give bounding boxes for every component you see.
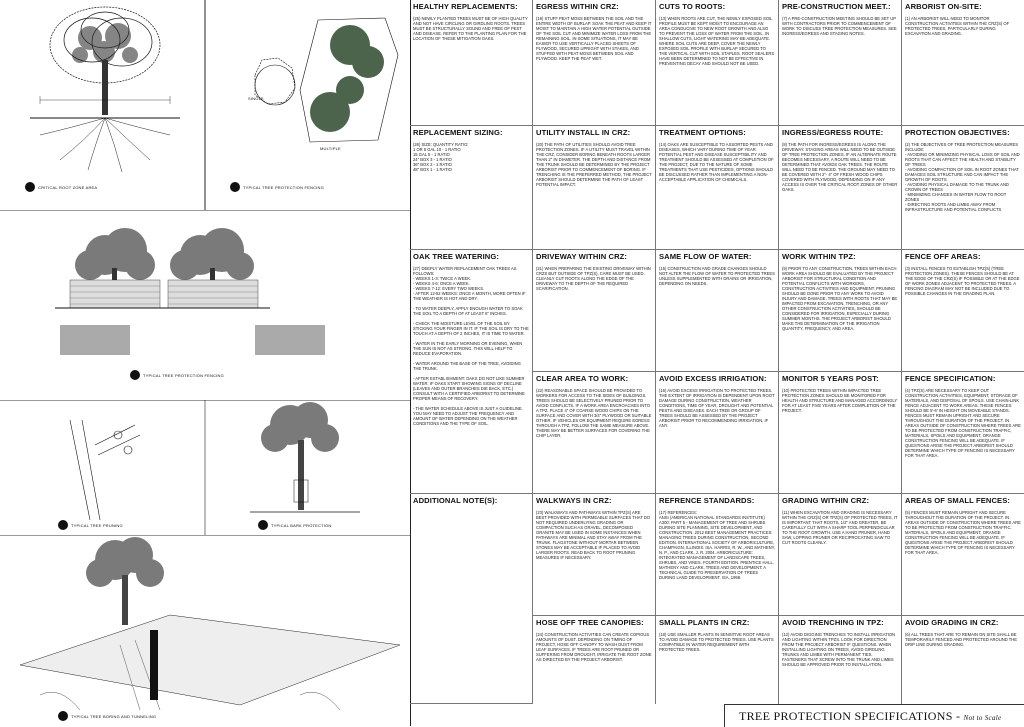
spec-title: SMALL PLANTS IN CRZ: [659, 618, 750, 627]
spec-text: (4) TPZ(S) ARE NECESSARY TO KEEP OUT CONSTRUCTION ACTIVITIES, EQUIPMENT, STORAGE OF MATERIALS, AND DISPOSAL OF SPOILS. USE CHAIN-LINK FENCE ADJACENT TO WORK AREAS. THESE FENCES SHOULD BE 5'-6' IN HEIGHT ON MOVEABLE STANDS. FENCES MUST REMAIN UPRIGHT AND SECURE THROUGHOUT THE DURATION OF THE PROJECT. IN AREAS OUTSIDE OF CONSTRUCTION WHERE TREES ARE TO BE PROTECTED FROM CONSTRUCTION TRAFFIC, MATERIALS, SPOILS AND EQUIPMENT, ORANGE CONSTRUCTION FENCING WILL BE ADEQUATE. IF QUESTIONS ARISE THE PROJECT ARBORIST SHOULD DETERMINE WHICH TYPE OF FENCING IS NECESSARY FOR THAT AREA. [905, 388, 1021, 458]
spec-arborist-on-site [902, 0, 1024, 126]
spec-ingress-egress-route [779, 126, 902, 250]
title-separator: - [952, 709, 964, 723]
spec-driveway-within-crz [533, 250, 656, 372]
spec-title: WORK WITHIN TPZ: [782, 252, 856, 261]
spec-title: REPLACEMENT SIZING: [413, 128, 503, 137]
spec-text: (8) THE PATH FOR INGRESS/EGRESS IS ALONG THE DRIVEWAY. STAGING AREAS WILL NEED TO BE OUTSIDE OF TREE PROTECTION ZONES. IF AN ALTERNATE ROUTE BECOMES NECESSARY, A ROUTE WILL NEED TO BE DETERMINED THAT AVOIDS OAK TREES. THE ROUTE WILL NEED TO BE FENCED. THE GROUND MAY NEED TO BE COVERED WITH 2"- 4" OF FRESH WOOD CHIPS COVERED WITH PLYWOOD, DEPENDING ON IF ANY ACCESS IS OVER THE CRITICAL ROOT ZONES OF OTHER OAKS. [782, 142, 898, 192]
spec-healthy-replacements [410, 0, 533, 126]
spec-title: ADDITIONAL NOTE(S): [413, 496, 498, 505]
spec-walkways-in-crz [533, 494, 656, 616]
detail-title: TYPICAL TREE PRUNING [71, 523, 123, 528]
spec-title: OAK TREE WATERING: [413, 252, 500, 261]
spec-monitor-5-years [779, 372, 902, 494]
detail-number-badge [258, 520, 268, 530]
detail-drawings-column [0, 0, 411, 726]
spec-work-within-tpz [779, 250, 902, 372]
scale-note: Not to Scale [963, 714, 1002, 722]
spec-title: SAME FLOW OF WATER: [659, 252, 752, 261]
spec-text: (18) USE SMALLER PLANTS IN SENSITIVE ROOT AREAS TO AVOID DAMAGE TO PROTECTED TREES. USE PLANTS COMPATIBLE IN WATER REQUIREMENT WITH PROTECTED TREES. [659, 632, 774, 652]
label-single: SINGLE [248, 96, 264, 101]
spec-title: MONITOR 5 YEARS POST: [782, 374, 879, 383]
detail-protection-fencing [0, 210, 410, 401]
detail-number-badge [130, 370, 140, 380]
spec-treatment-options [656, 126, 779, 250]
spec-avoid-excess-irrigation [656, 372, 779, 494]
detail-number-badge [58, 520, 68, 530]
detail-title: TYPICAL TREE PROTECTION FENCING [243, 185, 324, 190]
spec-title: CUTS TO ROOTS: [659, 2, 726, 11]
spec-text: (24) CONSTRUCTION ACTIVITIES CAN CREATE COPIOUS AMOUNTS OF DUST. DEPENDING ON TIMING OF PROJECT, HOSE OFF CANOPY TO WASH DUST FROM LEAF SURFACES. IF TREES ARE ROOT PRUNED OR SUFFERING FROM DROUGHT, IRRIGATE THE ROOT ZONE AS DIRECTED BY THE PROJECT ARBORIST. [536, 632, 652, 662]
spec-title: WALKWAYS IN CRZ: [536, 496, 612, 505]
spec-text: (2) THE OBJECTIVES OF TREE PROTECTION MEASURES INCLUDE: - AVOIDING OR MINIMIZING PHYSICAL LOSS OF SOIL AND ROOTS THAT CAN AFFECT THE HEALTH AND STABILITY OF TREES - AVOIDING COMPACTION OF SOIL IN ROOT ZONES THAT DAMAGES SOIL STRUCTURE AND CAN IMPACT THE GROWTH OF ROOTS - AVOIDING PHYSICAL DAMAGE TO THE TRUNK AND CROWN OF TREES - MINIMIZING CHANGES IN WATER FLOW TO ROOT ZONES - DIRECTING ROOTS AND LIMBS AWAY FROM INFRASTRUCTURE AND POTENTIAL CONFLICTS [905, 142, 1020, 212]
sheet-title-text: TREE PROTECTION SPECIFICATIONS [739, 709, 953, 723]
spec-oak-tree-watering [410, 250, 533, 494]
spec-protection-objectives [902, 126, 1024, 250]
spec-text: (3) INSTALL FENCES TO ESTABLISH TPZ(S) (TREE PROTECTION ZONES). THESE FENCES SHOULD BE AT THE EDGE OF THE CRZ(S) IF POSSIBLE OR AT THE EDGE OF WORK ZONES ADJACENT TO PROTECTED TREES. A FENCING DIAGRAM MAY NOT BE INCLUDED DUE TO POSSIBLE CHANGES IN THE GRADING PLAN. [905, 266, 1020, 296]
title-block [724, 704, 1024, 727]
critical-root-zone-drawing [0, 0, 410, 210]
spec-title: AVOID EXCESS IRRIGATION: [659, 374, 767, 383]
spec-text: (9) PRIOR TO ANY CONSTRUCTION, TREES WITHIN EACH WORK AREA SHOULD BE EVALUATED BY THE PROJECT ARBORIST FOR STRUCTURAL CONDITION AND POTENTIAL CONFLICTS WITH WORKERS, CONSTRUCTION ACTIVITIES AND EQUIPMENT. PRUNING SHOULD BE DONE PRIOR TO ANY WORK TO AVOID INJURY AND DAMAGE. TREES WITH ROOTS THAT MAY BE IMPACTED FROM EXCAVATION, TRENCHING, OR ANY OTHER CONSTRUCTION ACTIVITIES, SHOULD BE CONSIDERED FOR IRRIGATION, ESPECIALLY DURING SUMMER MONTHS. THE PROJECT ARBORIST SHOULD MAKE THE DETERMINATION OF THE IRRIGATION QUANTITY, FREQUENCY, AND AREA. [782, 266, 898, 331]
spec-text: (19) STUFF PEAT MOSS BETWEEN THE SOIL AND THE ENTIRE WIDTH OF BURLAP. SOAK THE PEAT AND KEEP IT MOIST TO MAINTAIN A HIGH WATER POTENTIAL OUTSIDE OF THE SOIL CUT AND MINIMIZE WATER LOSS FROM THE REMAINING SOIL. IN SOME SITUATIONS, IT MAY BE EASIER TO USE VERTICALLY PLACED SHEETS OF PLYWOOD, SECURED UPRIGHT WITH STAKES, AND STUFFED WITH PEAT MOSS BETWEEN SOIL AND PLYWOOD. KEEP THE PEAT WET. [536, 16, 652, 61]
spec-replacement-sizing [410, 126, 533, 250]
spec-reference-standards [656, 494, 779, 616]
spec-title: AREAS OF SMALL FENCES: [905, 496, 1011, 505]
spec-clear-area-to-work [533, 372, 656, 494]
spec-title: UTILITY INSTALL IN CRZ: [536, 128, 631, 137]
spec-title: INGRESS/EGRESS ROUTE: [782, 128, 884, 137]
spec-cuts-to-roots [656, 0, 779, 126]
spec-avoid-grading-in-crz [902, 616, 1024, 704]
detail-title: TYPICAL BARK PROTECTION [271, 523, 332, 528]
spec-text: (5) FENCES MUST REMAIN UPRIGHT AND SECURE THROUGHOUT THE DURATION OF THE PROJECT. IN AREAS OUTSIDE OF CONSTRUCTION WHERE TREES ARE TO BE PROTECTED FROM CONSTRUCTION TRAFFIC, MATERIALS, SPOILS AND EQUIPMENT, ORANGE CONSTRUCTION FENCING WILL BE ADEQUATE. IF QUESTIONS ARISE THE PROJECT ARBORIST SHOULD DETERMINE WHICH TYPE OF FENCING IS NECESSARY FOR THAT AREA. [905, 510, 1021, 555]
spec-additional-notes [410, 494, 533, 704]
spec-text: (7) A PRE-CONSTRUCTION MEETING SHOULD BE SET UP WITH CONTRACTORS PRIOR TO COMMENCEMENT OF WORK TO DISCUSS TREE PROTECTION MEASURES. SEE INGRESS/EGRESS AND STAGING NOTES. [782, 16, 897, 36]
spec-hose-off-tree-canopies [533, 616, 656, 704]
spec-title: AVOID GRADING IN CRZ: [905, 618, 999, 627]
spec-same-flow-of-water [656, 250, 779, 372]
spec-text: (13) WHEN ROOTS ARE CUT, THE NEWLY EXPOSED SOIL PROFILE MUST BE KEPT MOIST TO ENCOURAGE AN AREA CONDUCIVE TO NEW ROOT GROWTH AND ALSO TO PREVENT THE LOSS OF WATER FROM THE SOIL. IN SHALLOW CUTS, LIGHT WATERING MAY BE ADEQUATE. WHERE SOIL CUTS ARE DEEP, COVER THE NEWLY EXPOSED SOIL PROFILE WITH BURLAP SECURED TO THE VERTICAL CUT WITH SOIL STAPLES. ROOT SEALERS HAVE BEEN DETERMINED TO NOT BE EFFECTIVE IN PREVENTING DECAY AND SHOULD NOT BE USED. [659, 16, 775, 66]
spec-title: DRIVEWAY WITHIN CRZ: [536, 252, 628, 261]
spec-text: (21) WHEN PREPARING THE EXISTING DRIVEWAY WITHIN CRZS BUT OUTSIDE OF TPZ(S), CARE MUST BE USED. CLEANLY CUT ROOTS ALONG THE EDGE OF THE DRIVEWAY TO THE DEPTH OF THE REQUIRED SCARIFICATION. [536, 266, 651, 291]
spec-grading-within-crz [779, 494, 902, 616]
detail-boring-tunneling [0, 535, 410, 726]
detail-number-badge [25, 182, 35, 192]
spec-title: HEALTHY REPLACEMENTS: [413, 2, 518, 11]
spec-text: (15) CONSTRUCTION AND GRADE CHANGES SHOULD NOT ALTER THE FLOW OF WATER TO PROTECTED TREES UNLESS SUPPLEMENTED WITH DRAINS OR IRRIGATION, DEPENDING ON NEEDS. [659, 266, 775, 286]
spec-text: (26) SIZE: QUANTITY RATIO: 1 OR 5 GAL 10 - 1 RATIO 15 GAL 5 - 1 RATIO 24" BOX 3 - 1 RATIO 36" BOX 2 - 1 RATIO 48" BOX 1 - 1 RATIO [413, 142, 469, 172]
spec-title: GRADING WITHIN CRZ: [782, 496, 870, 505]
spec-utility-install [533, 126, 656, 250]
fencing-note-placeholder [60, 328, 130, 358]
spec-text: (12) AVOID DIGGING TRENCHES TO INSTALL IRRIGATION AND LIGHTING WITHIN TPZS. LOOK FOR DIRECTION FROM THE PROJECT ARBORIST IF QUESTIONS. WHEN INSTALLING LIGHTING ON TREES, AVOID GIRDLING TRUNKS AND LIMBS WITH PERMANENT TIES. FASTENERS THAT SCREW INTO THE TRUNK AND LIMBS SHOULD BE APPROVED PRIOR TO INSTALLATION. [782, 632, 896, 667]
spec-text: (1) AN ARBORIST WILL NEED TO MONITOR CONSTRUCTION ACTIVITIES WITHIN THE CRZ(S) OF PROTECTED TREES, PARTICULARLY DURING EXCAVATION AND GRADING. [905, 16, 1010, 36]
spec-text: (16) AVOID EXCESS IRRIGATION TO PROTECTED TREES. THE EXTENT OF IRRIGATION IS DEPENDENT UPON ROOT DAMAGE DURING CONSTRUCTION, WEATHER CONDITIONS, TIME OF YEAR, DROUGHT AND POTENTIAL PESTS AND DISEASES. EACH TREE OR GROUP OF TREES SHOULD BE ASSESSED BY THE PROJECT ARBORIST PRIOR TO RECOMMENDING IRRIGATION, IF ANY. [659, 388, 775, 428]
spec-text: (25) NEWLY PLANTED TREES MUST BE OF HIGH QUALITY AND NOT HAVE CIRCLING OR GIRDLING ROOTS. TREES MUST BE STRUCTURALLY SOUND AND FREE OF PEST AND DISEASE. REFER TO THE PLANTING PLAN FOR THE LOCATION OF THESE MITIGATION OAKS. [413, 16, 528, 41]
spec-text: (14) OAKS ARE SUSCEPTIBLE TO ASSORTED PESTS AND DISEASES, WHICH VARY DURING TIME OF YEAR. POTENTIAL PEST AND DISEASE SUSCEPTIBILITY AND TREATMENT SHOULD BE ASSESSED AT COMPLETION OF THE PROJECT, DUE TO THE NATURE OF SOME TREATMENTS THAT USE PESTICIDES, OPTIONS SHOULD BE DISCUSSED RATHER THAN IMPLEMENTING A NON- ACCEPTABLE APPLICATION OF CHEMICALS. [659, 142, 774, 182]
detail-critical-root-zone [0, 0, 410, 211]
spec-title: AVOID TRENCHING IN TPZ: [782, 618, 884, 627]
spec-fence-specification [902, 372, 1024, 494]
spec-pre-construction-meeting [779, 0, 902, 126]
spec-title: FENCE OFF AREAS: [905, 252, 981, 261]
spec-areas-of-small-fences [902, 494, 1024, 616]
detail-number-badge [230, 182, 240, 192]
spec-title: PRE-CONSTRUCTION MEET.: [782, 2, 891, 11]
spec-small-plants-in-crz [656, 616, 779, 704]
label-multiple: MULTIPLE [320, 146, 341, 151]
spec-title: ARBORIST ON-SITE: [905, 2, 982, 11]
detail-number-badge [58, 711, 68, 721]
spec-text: (27) DEEPLY WATER REPLACEMENT OAK TREES AS FOLLOWS: - WEEKS 1-3: TWICE A WEEK. - WEEKS 4-6: ONCE A WEEK. - WEEKS 7-12: EVERY TWO WEEKS. - AFTER 12-52 WEEKS: ONCE A MONTH, MORE OFTEN IF THE WEATHER IS HOT AND DRY. - TO WATER DEEPLY, APPLY ENOUGH WATER TO SOAK THE SOIL TO A DEPTH OF AT LEAST 6" INCHES. - CHECK THE MOISTURE LEVEL OF THE SOIL BY STICKING YOUR FINGER IN IT. IF THE SOIL IS DRY TO THE TOUCH AT A DEPTH OF 2 INCHES, IT IS TIME TO WATER. - WATER IN THE EARLY MORNING OR EVENING, WHEN THE SUN IS NOT AS STRONG. THIS WILL HELP TO REDUCE EVAPORATION. - WATER AROUND THE BASE OF THE TREE, AVOIDING THE TRUNK. - AFTER ESTABLISHMENT: OAKS DO NOT LIKE SUMMER WATER. IF OAKS START SHOWING SIGNS OF DECLINE (LEAVES AND OUTER BRANCHES DIE BACK, ETC.) CONSULT WITH A CERTIFIED ARBORIST TO DETERMINE PROPER MEANS OF RECOVERY. - THE WATER SCHEDULE ABOVE IS JUST A GUIDELINE. YOU MAY NEED TO ADJUST THE FREQUENCY AND AMOUNT OF WATER DEPENDING ON THE WEATHER CONDITIONS AND THE TYPE OF SOIL. [413, 266, 529, 426]
spec-title: FENCE SPECIFICATION: [905, 374, 996, 383]
spec-title: TREATMENT OPTIONS: [659, 128, 746, 137]
spec-text: (11) WHEN EXCAVATION AND GRADING IS NECESSARY WITHIN THE CRZ(S) OR TPZ(S) OF PROTECTED TREES, IT IS IMPORTANT THAT ROOTS, 1/2" AND GREATER, BE CAREFULLY CUT WITH A SHARP TOOL PERPENDICULAR TO THE ROOT GROWTH. USE A HAND PRUNER, HAND SAW, LOPPING PRUNER OR RECIPROCATING SAW TO CUT ROOTS CLEANLY. [782, 510, 898, 545]
spec-text: (17) REFERENCES: ANSI (AMERICAN NATIONAL STANDARDS INSTITUTE) A300: PART 5 - MANAGEMENT OF TREE AND SHRUBS DURING SITE PLANNING, SITE DEVELOPMENT, AND CONSTRUCTION. 2012 BEST MANAGEMENT PRACTICES: MANAGING TREES DURING CONSTRUCTION, SECOND EDITION. INTERNATIONAL SOCIETY OF ARBORICULTURE, CHAMPAIGN, ILLINOIS. ISA. HARRIS, R. W., AND MATHENY, N. P., AND CLARK, J. R. 2004. ARBORICULTURE: INTEGRATED MANAGEMENT OF LANDSCAPE TREES, SHRUBS, AND VINES. FOURTH EDITION. PRENTICE HALL. MATHENY AND CLARK, TREES AND DEVELOPMENT: A TECHNICAL GUIDE TO PRESERVATION OF TREES DURING LAND DEVELOPMENT. ISA, 1998. [659, 510, 775, 580]
spec-title: CLEAR AREA TO WORK: [536, 374, 629, 383]
spec-egress-within-crz [533, 0, 656, 126]
spec-text: (6) ALL TREES THAT ARE TO REMAIN ON SITE SHALL BE TEMPORARILY FENCED AND PROTECTED AROUND THE DRIP LINE DURING GRADING. [905, 632, 1018, 647]
spec-title: REFRENCE STANDARDS: [659, 496, 755, 505]
detail-title: TYPICAL TREE PROTECTION FENCING [143, 373, 224, 378]
detail-title: CRITICAL ROOT ZONE AREA [38, 185, 98, 190]
spec-title: EGRESS WITHIN CRZ: [536, 2, 619, 11]
spec-title: HOSE OFF TREE CANOPIES: [536, 618, 644, 627]
spec-fence-off-areas [902, 250, 1024, 372]
specifications-grid [410, 0, 1024, 704]
boring-tunneling-drawing [0, 535, 410, 726]
spec-title: PROTECTION OBJECTIVES: [905, 128, 1010, 137]
spec-text: (22) REASONABLE SPACE SHOULD BE PROVIDED TO WORKERS FOR ACCESS TO THE SIDES OF BUILDINGS. TREES SHOULD BE SELECTIVELY PRUNED PRIOR TO AVOID CONFLICTS. IF A WORK AREA ENCROACHES INTO A TPZ, PLACE 4" OF COARSE WOOD CHIPS ON THE SURFACE AND COVER WITH 3/4" PLYWOOD OR SUITABLE OTHER. IF VEHICLES OR EQUIPMENT REQUIRE EGRESS THROUGH A TPZ, FOLLOW THE SAME MEASURE ABOVE. THERE MAY BE BETTER SURFACES FOR COVERING THE CHIP LAYER. [536, 388, 652, 438]
spec-text: (20) THE PATH OF UTILITIES SHOULD AVOID TREE PROTECTION ZONES. IF A UTILITY MUST TRAVEL WITHIN THE CRZ, CONSIDER BORING BENEATH ROOTS LARGER THAN 2" IN DIAMETER. THE DEPTH AND DISTANCE FROM THE TRUNK SHOULD BE DETERMINED BY THE PROJECT ARBORIST PRIOR TO COMMENCEMENT OF BORING. IF TRENCHING IS THE PREFERRED METHOD, THE PROJECT ARBORIST SHOULD DETERMINE THE PATH OF LEAST POTENTIAL IMPACT. [536, 142, 652, 187]
spec-avoid-trenching-in-tpz [779, 616, 902, 704]
spec-text: (23) WALKWAYS AND PATHWAYS WITHIN TPZ(S) ARE BEST PROVIDED WITH PERMEABLE SURFACES THAT DO NOT REQUIRED UNDERLYING GRADING OR COMPACTION SUCH AS GRAVEL. DECOMPOSED GRANITE MAY BE USED IN SOME INSTANCES WHEN PATHWAYS ARE MINIMAL AND STAY AWAY FROM THE TRUNK. FLAGSTONE WITHOUT MORTAR BETWEEN STONES MAY BE ACCEPTABLE IF PLACED TO AVOID LARGER ROOTS. READ BACK TO ROOT PRUNING MEASURES IF NECESSARY. [536, 510, 651, 560]
spec-text: (10) PROTECTED TREES WITHIN IMPACTED TREE PROTECTION ZONES SHOULD BE MONITORED FOR HEALTH AND STRUCTURE AND MANAGED ACCORDINGLY FOR AT LEAST FIVE YEARS AFTER COMPLETION OF THE PROJECT. [782, 388, 898, 413]
sheet-title [739, 709, 1001, 724]
detail-pruning-bark [0, 400, 410, 536]
detail-title: TYPICAL TREE BORING AND TUNNELING [71, 714, 157, 719]
fencing-elevation-drawing [0, 210, 410, 400]
pruning-bark-drawing [0, 400, 410, 535]
